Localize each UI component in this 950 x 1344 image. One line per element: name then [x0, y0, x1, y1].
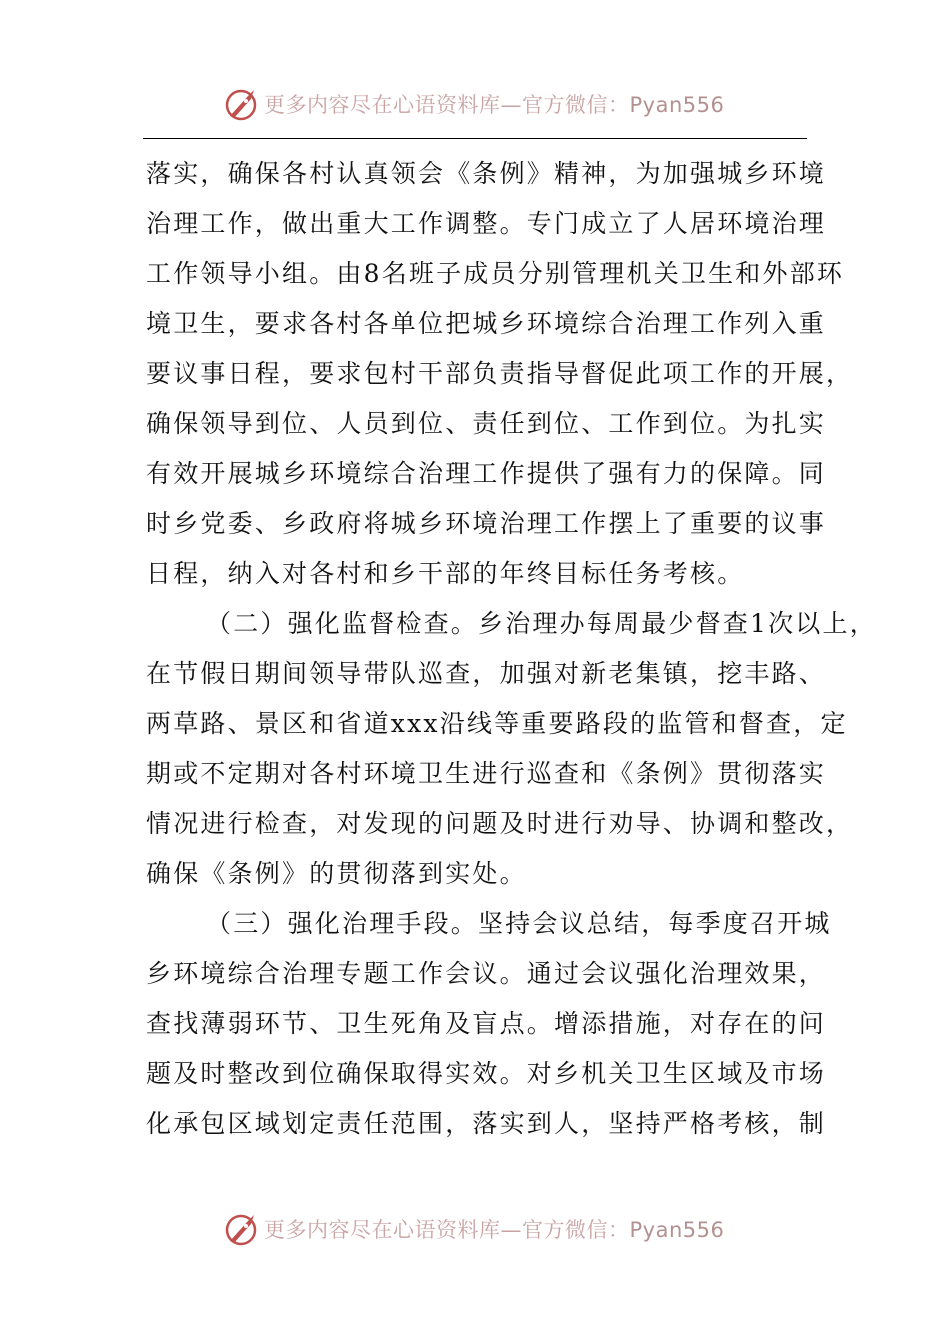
text-line: 境卫生，要求各村各单位把城乡环境综合治理工作列入重 — [146, 309, 827, 338]
text-line: 工作领导小组。由8名班子成员分别管理机关卫生和外部环 — [146, 259, 845, 288]
pen-nib-circle-icon — [224, 1211, 260, 1247]
text-line: 确保《条例》的贯彻落到实处。 — [146, 859, 527, 888]
text-line: 情况进行检查，对发现的问题及时进行劝导、协调和整改， — [146, 809, 854, 838]
text-line: 落实，确保各村认真领会《条例》精神，为加强城乡环境 — [146, 159, 827, 188]
text-line: 查找薄弱环节、卫生死角及盲点。增添措施，对存在的问 — [146, 1009, 827, 1038]
text-line: 两草路、景区和省道xxx沿线等重要路段的监管和督查，定 — [146, 709, 848, 738]
text-line: 题及时整改到位确保取得实效。对乡机关卫生区域及市场 — [146, 1059, 827, 1088]
watermark-text: 更多内容尽在心语资料库—官方微信： — [264, 93, 630, 117]
watermark-text: 更多内容尽在心语资料库—官方微信： — [264, 1218, 630, 1242]
text-line: 乡环境综合治理专题工作会议。通过会议强化治理效果， — [146, 959, 827, 988]
text-line: 要议事日程，要求包村干部负责指导督促此项工作的开展， — [146, 359, 854, 388]
section-heading-line: （三）强化治理手段。坚持会议总结，每季度召开城 — [206, 909, 832, 938]
watermark-wechat: Pyan556 — [629, 1218, 725, 1242]
section-heading-line: （二）强化监督检查。乡治理办每周最少督查1次以上， — [206, 609, 877, 638]
text-line: 日程，纳入对各村和乡干部的年终目标任务考核。 — [146, 559, 745, 588]
header-watermark — [224, 84, 724, 124]
text-line: 治理工作，做出重大工作调整。专门成立了人居环境治理 — [146, 209, 827, 238]
text-line: 化承包区域划定责任范围，落实到人，坚持严格考核，制 — [146, 1109, 827, 1138]
pen-nib-circle-icon — [224, 86, 260, 122]
footer-watermark — [224, 1209, 724, 1249]
watermark-wechat: Pyan556 — [629, 93, 725, 117]
header-divider — [143, 138, 807, 139]
text-line: 在节假日期间领导带队巡查，加强对新老集镇，挖丰路、 — [146, 659, 827, 688]
text-line: 有效开展城乡环境综合治理工作提供了强有力的保障。同 — [146, 459, 827, 488]
text-line: 期或不定期对各村环境卫生进行巡查和《条例》贯彻落实 — [146, 759, 827, 788]
text-line: 时乡党委、乡政府将城乡环境治理工作摆上了重要的议事 — [146, 509, 827, 538]
text-line: 确保领导到位、人员到位、责任到位、工作到位。为扎实 — [146, 409, 827, 438]
